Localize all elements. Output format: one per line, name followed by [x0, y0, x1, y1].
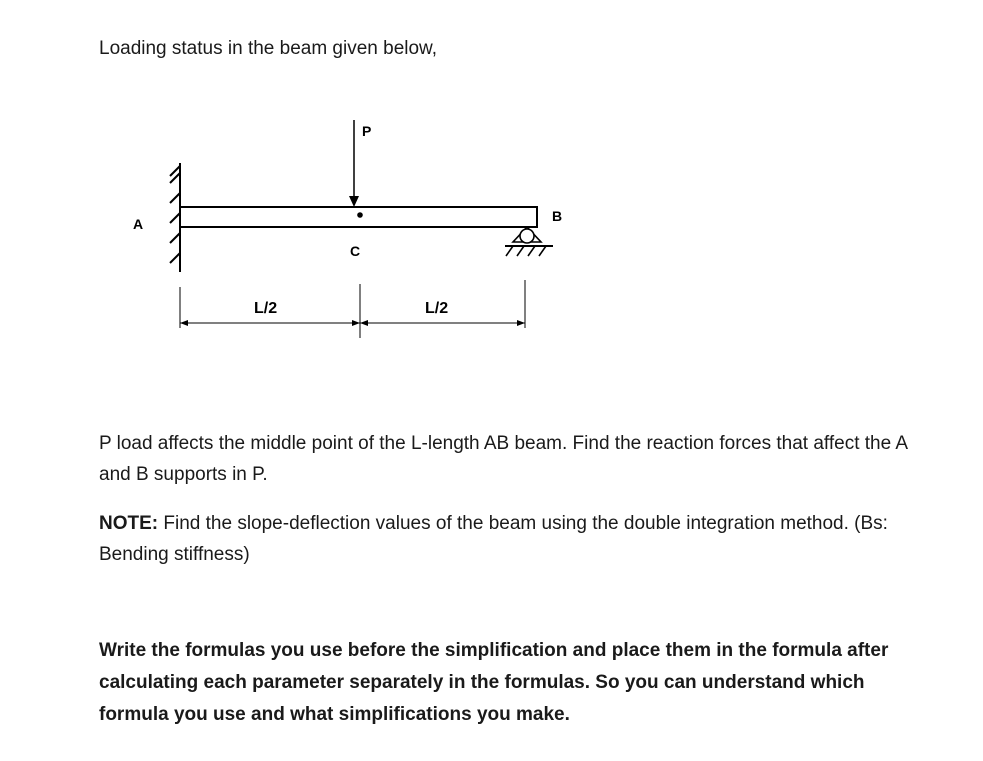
label-midpoint: C: [350, 243, 361, 259]
label-load: P: [362, 123, 372, 139]
dimension-lines: [180, 280, 525, 338]
label-span-right: L/2: [425, 300, 449, 317]
note-paragraph: [99, 508, 919, 570]
midpoint-dot: [357, 212, 363, 218]
roller-support-b: [505, 227, 553, 256]
note-text: Find the slope-deflection values of the beam using the double integration method. (Bs: Bending stiffness): [99, 513, 888, 565]
fixed-support-a: [170, 163, 180, 272]
label-support-b: B: [552, 208, 563, 224]
instructions-text: Write the formulas you use before the simplification and place them in the formula after calculating each parameter separately in the formulas. So you can understand which formula you use and what simplifications you make.: [99, 640, 889, 725]
problem-text: P load affects the middle point of the L-length AB beam. Find the reaction forces that affect the A and B supports in P.: [99, 433, 908, 485]
label-support-a: A: [133, 216, 144, 232]
load-arrow: [349, 120, 359, 207]
note-label: NOTE:: [99, 513, 159, 534]
intro-text: Loading status in the beam given below,: [99, 38, 438, 59]
label-span-left: L/2: [254, 300, 278, 317]
